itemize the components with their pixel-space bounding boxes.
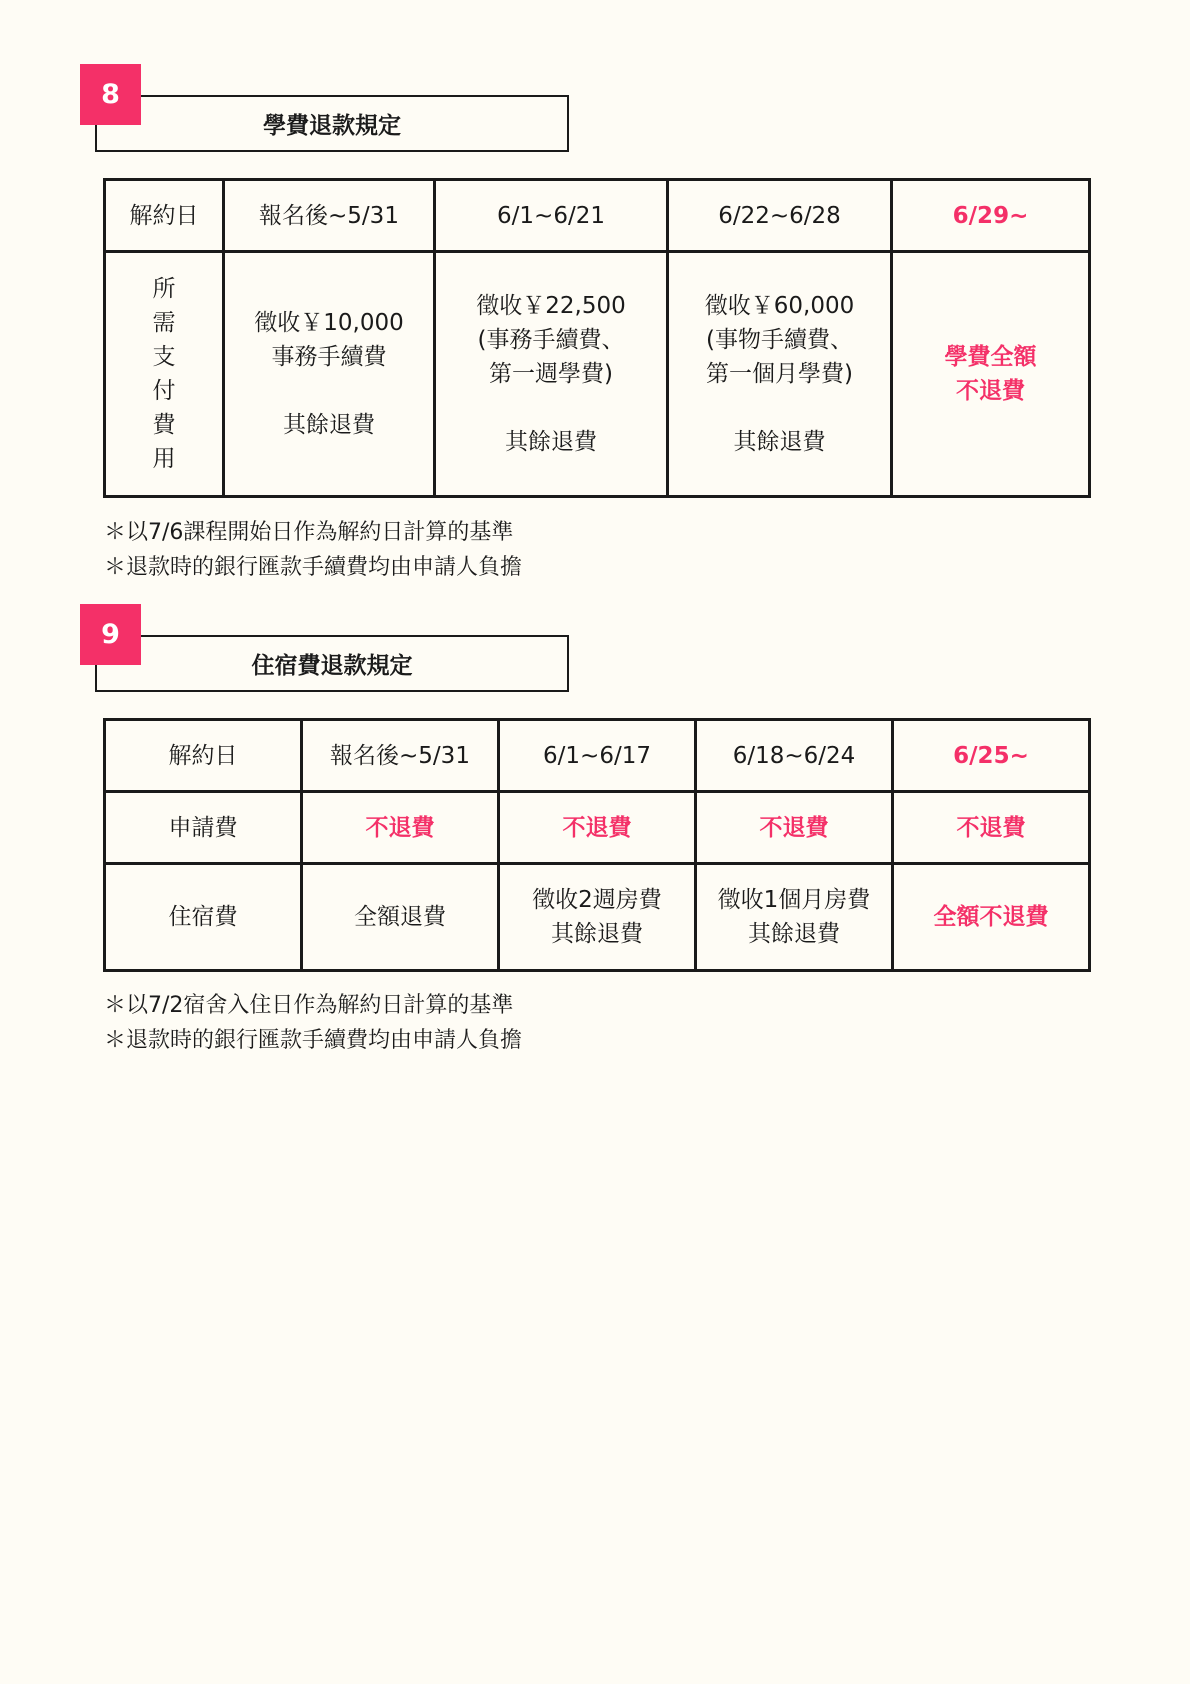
fee-cell: 全額不退費 xyxy=(893,864,1090,971)
row-label-char: 需 xyxy=(152,310,176,336)
cell-line: 其餘退費 xyxy=(283,412,375,438)
table-header-row xyxy=(105,180,1090,252)
fee-cell xyxy=(435,252,668,497)
housing-refund-table xyxy=(103,718,1091,972)
cell-line: 事務手續費 xyxy=(271,344,387,370)
fee-cell xyxy=(224,252,435,497)
cell-line: 第一週學費) xyxy=(489,361,613,387)
cell-line: (事務手續費、 xyxy=(477,327,625,353)
cell-line: 第一個月學費) xyxy=(706,361,853,387)
note-line: ＊以7/2宿舍入住日作為解約日計算的基準 xyxy=(104,993,514,1018)
fee-cell: 全額退費 xyxy=(302,864,499,971)
cell-line: 徵收￥22,500 xyxy=(476,293,626,319)
fee-cell xyxy=(668,252,892,497)
header-cell: 報名後~5/31 xyxy=(224,180,435,252)
cell-line: 不退費 xyxy=(956,378,1025,404)
row-label-char: 費 xyxy=(152,412,176,438)
row-label: 申請費 xyxy=(105,792,302,864)
fee-cell: 不退費 xyxy=(499,792,696,864)
table-row xyxy=(105,792,1090,864)
cell-spacer xyxy=(673,391,886,425)
table-row xyxy=(105,864,1090,971)
fee-cell: 不退費 xyxy=(893,792,1090,864)
cell-line: 學費全額 xyxy=(944,344,1037,370)
header-cell: 6/18~6/24 xyxy=(696,720,893,792)
fee-cell: 不退費 xyxy=(302,792,499,864)
row-label-char: 支 xyxy=(152,344,176,370)
row-label-char: 用 xyxy=(152,446,176,472)
cell-spacer xyxy=(229,374,429,408)
header-cell: 6/22~6/28 xyxy=(668,180,892,252)
row-label-char: 付 xyxy=(152,378,176,404)
cell-line: 其餘退費 xyxy=(505,429,597,455)
header-cell: 6/25~ xyxy=(893,720,1090,792)
row-label-char: 所 xyxy=(152,276,176,302)
fee-cell: 不退費 xyxy=(696,792,893,864)
tuition-notes xyxy=(104,515,522,585)
header-cell: 6/1~6/17 xyxy=(499,720,696,792)
cell-line: 徵收1個月房費 xyxy=(717,887,871,913)
row-label xyxy=(105,252,224,497)
table-header-row xyxy=(105,720,1090,792)
cell-line: 徵收2週房費 xyxy=(532,887,662,913)
cell-line: 徵收￥60,000 xyxy=(704,293,855,319)
cell-spacer xyxy=(440,391,662,425)
header-cell: 解約日 xyxy=(105,180,224,252)
fee-cell xyxy=(696,864,893,971)
housing-notes xyxy=(104,988,522,1058)
section-title: 住宿費退款規定 xyxy=(95,635,569,692)
header-cell: 6/29~ xyxy=(892,180,1090,252)
note-line: ＊以7/6課程開始日作為解約日計算的基準 xyxy=(104,520,514,545)
cell-line: 其餘退費 xyxy=(551,921,643,947)
header-cell: 6/1~6/21 xyxy=(435,180,668,252)
housing-section-header xyxy=(80,604,572,679)
table-row xyxy=(105,252,1090,497)
note-line: ＊退款時的銀行匯款手續費均由申請人負擔 xyxy=(104,1028,523,1053)
header-cell: 報名後~5/31 xyxy=(302,720,499,792)
cell-line: 其餘退費 xyxy=(748,921,840,947)
tuition-refund-table xyxy=(103,178,1091,498)
tuition-section-header xyxy=(80,64,572,139)
section-number-badge: 8 xyxy=(80,64,141,125)
cell-line: (事物手續費、 xyxy=(706,327,853,353)
fee-cell xyxy=(499,864,696,971)
section-number-badge: 9 xyxy=(80,604,141,665)
row-label: 住宿費 xyxy=(105,864,302,971)
header-cell: 解約日 xyxy=(105,720,302,792)
fee-cell xyxy=(892,252,1090,497)
note-line: ＊退款時的銀行匯款手續費均由申請人負擔 xyxy=(104,555,523,580)
section-title: 學費退款規定 xyxy=(95,95,569,152)
cell-line: 徵收￥10,000 xyxy=(254,310,404,336)
cell-line: 其餘退費 xyxy=(733,429,826,455)
